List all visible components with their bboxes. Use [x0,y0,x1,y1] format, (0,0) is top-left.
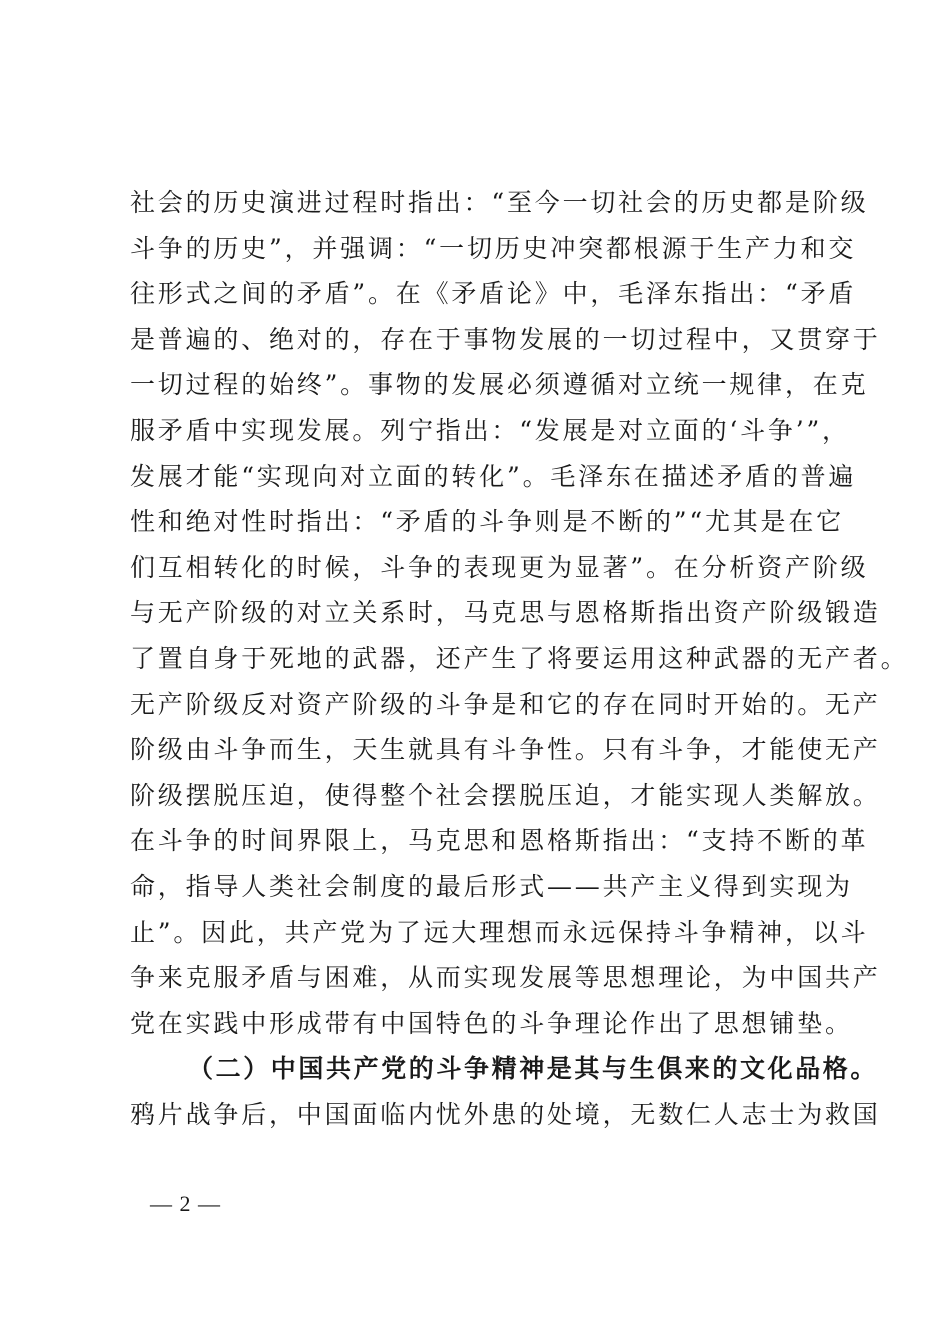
text-line: 发展才能“实现向对立面的转化”。毛泽东在描述矛盾的普遍 [130,461,857,491]
text-line: 一切过程的始终”。事物的发展必须遵循对立统一规律，在克 [130,370,869,400]
text-line: 了置自身于死地的武器，还产生了将要运用这种武器的无产者。 [130,643,909,673]
section-heading: （二）中国共产党的斗争精神是其与生俱来的文化品格。 [188,1054,879,1084]
text-line: 是普遍的、绝对的，存在于事物发展的一切过程中，又贯穿于 [130,324,881,354]
text-line: 止”。因此，共产党为了远大理想而永远保持斗争精神，以斗 [130,917,869,947]
text-line: 与无产阶级的对立关系时，马克思与恩格斯指出资产阶级锻造 [130,598,881,628]
text-line: 往形式之间的矛盾”。在《矛盾论》中，毛泽东指出：“矛盾 [130,279,857,309]
text-line: 社会的历史演进过程时指出：“至今一切社会的历史都是阶级 [130,188,869,217]
body-text [130,180,909,1137]
text-line: 鸦片战争后，中国面临内忧外患的处境，无数仁人志士为救国 [130,1099,881,1129]
text-line: 阶级摆脱压迫，使得整个社会摆脱压迫，才能实现人类解放。 [130,780,881,810]
text-line: 斗争的历史”，并强调：“一切历史冲突都根源于生产力和交 [130,233,857,263]
text-line: 命，指导人类社会制度的最后形式——共产主义得到实现为 [130,871,853,901]
text-line: 性和绝对性时指出：“矛盾的斗争则是不断的”“尤其是在它 [130,507,844,537]
text-line: 争来克服矛盾与困难，从而实现发展等思想理论，为中国共产 [130,963,881,993]
page-number: — 2 — [150,1191,221,1216]
text-line: 在斗争的时间界限上，马克思和恩格斯指出：“支持不断的革 [130,826,869,856]
text-line: 党在实践中形成带有中国特色的斗争理论作出了思想铺垫。 [130,1008,853,1038]
text-line: 阶级由斗争而生，天生就具有斗争性。只有斗争，才能使无产 [130,735,881,765]
text-line: 们互相转化的时候，斗争的表现更为显著”。在分析资产阶级 [130,552,869,582]
text-line: 服矛盾中实现发展。列宁指出：“发展是对立面的‘斗争’”， [130,415,850,445]
text-line: 无产阶级反对资产阶级的斗争是和它的存在同时开始的。无产 [130,689,881,719]
